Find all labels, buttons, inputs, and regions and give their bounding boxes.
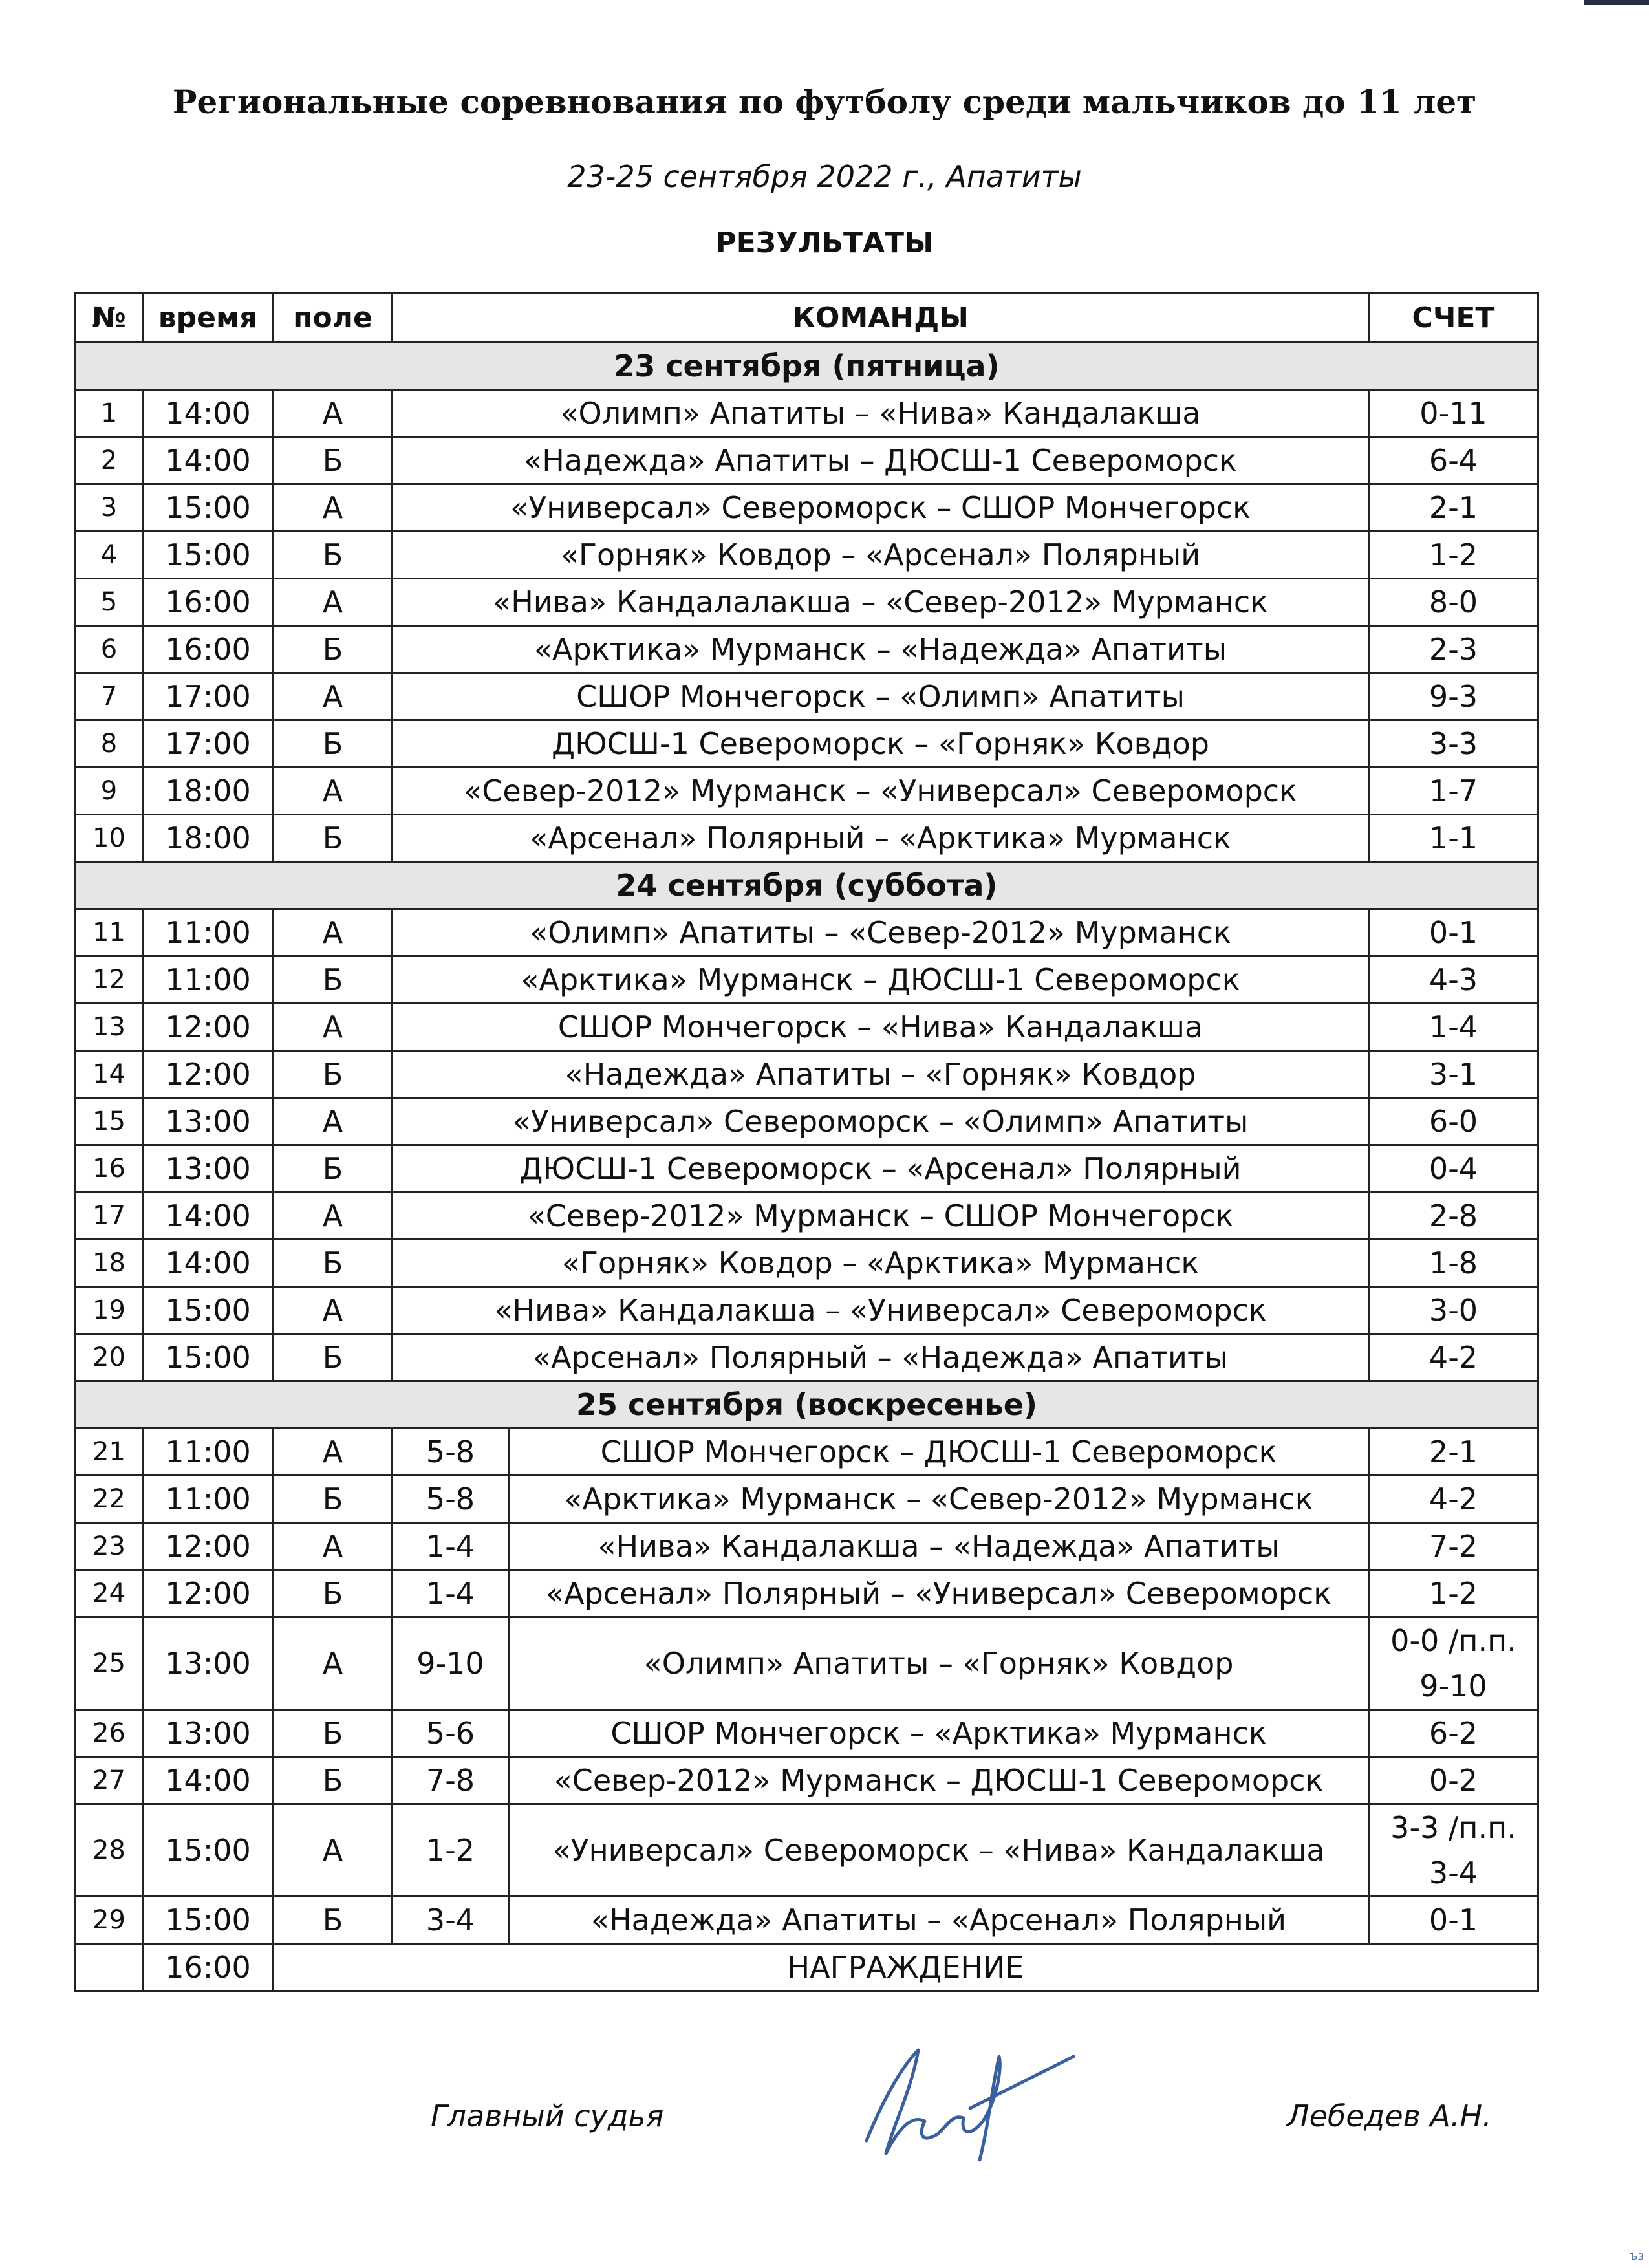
signature-image (841, 2031, 1086, 2173)
match-field: А (274, 1523, 393, 1570)
day-header-row (76, 343, 1538, 390)
match-field: Б (274, 815, 393, 862)
match-teams: СШОР Мончегорск – «Нива» Кандалакша (393, 1004, 1369, 1051)
match-field: Б (274, 626, 393, 673)
match-teams: «Универсал» Североморск – «Нива» Кандалакша (509, 1804, 1369, 1897)
match-field: А (274, 1804, 393, 1897)
match-row (76, 1476, 1538, 1523)
ceremony-row (76, 1944, 1538, 1991)
col-header-score: СЧЕТ (1369, 294, 1538, 343)
match-row (76, 1240, 1538, 1287)
match-score: 1-2 (1369, 532, 1538, 579)
match-score: 6-0 (1369, 1098, 1538, 1145)
match-teams: «Универсал» Североморск – «Олимп» Апатиты (393, 1098, 1369, 1145)
match-teams: «Арсенал» Полярный – «Надежда» Апатиты (393, 1334, 1369, 1381)
day-label: 25 сентября (воскресенье) (76, 1381, 1538, 1429)
match-number: 19 (76, 1287, 143, 1334)
match-number: 1 (76, 390, 143, 437)
scan-corner-mark (1584, 0, 1649, 5)
match-teams: «Надежда» Апатиты – «Арсенал» Полярный (509, 1897, 1369, 1944)
match-row (76, 1710, 1538, 1757)
match-time: 17:00 (143, 673, 274, 720)
match-score: 4-2 (1369, 1476, 1538, 1523)
match-row (76, 579, 1538, 626)
match-score (1369, 1617, 1538, 1710)
match-number: 10 (76, 815, 143, 862)
match-field: А (274, 768, 393, 815)
match-place: 5-6 (393, 1710, 509, 1757)
match-teams: «Олимп» Апатиты – «Горняк» Ковдор (509, 1617, 1369, 1710)
match-number: 5 (76, 579, 143, 626)
ceremony-time: 16:00 (143, 1944, 274, 1991)
match-number: 3 (76, 484, 143, 532)
match-number: 9 (76, 768, 143, 815)
match-number: 28 (76, 1804, 143, 1897)
match-field: Б (274, 1710, 393, 1757)
match-number: 20 (76, 1334, 143, 1381)
match-number: 29 (76, 1897, 143, 1944)
match-place: 1-4 (393, 1523, 509, 1570)
match-time: 13:00 (143, 1098, 274, 1145)
match-score-main: 3-3 /п.п. (1390, 1810, 1516, 1845)
match-field: А (274, 1193, 393, 1240)
match-field: А (274, 673, 393, 720)
match-score (1369, 1804, 1538, 1897)
match-teams: «Универсал» Североморск – СШОР Мончегорск (393, 484, 1369, 532)
match-time: 14:00 (143, 1240, 274, 1287)
results-body (76, 343, 1538, 1991)
match-number: 7 (76, 673, 143, 720)
match-place: 7-8 (393, 1757, 509, 1804)
match-field: А (274, 1004, 393, 1051)
match-field: Б (274, 1476, 393, 1523)
match-number: 13 (76, 1004, 143, 1051)
match-time: 13:00 (143, 1145, 274, 1193)
match-teams: «Нива» Кандалалакша – «Север-2012» Мурманск (393, 579, 1369, 626)
match-field: А (274, 484, 393, 532)
match-teams: «Надежда» Апатиты – «Горняк» Ковдор (393, 1051, 1369, 1098)
match-teams: «Арсенал» Полярный – «Арктика» Мурманск (393, 815, 1369, 862)
match-field: А (274, 1429, 393, 1476)
match-row (76, 956, 1538, 1004)
match-score: 9-3 (1369, 673, 1538, 720)
match-time: 17:00 (143, 720, 274, 768)
match-teams: «Горняк» Ковдор – «Арсенал» Полярный (393, 532, 1369, 579)
match-number: 16 (76, 1145, 143, 1193)
match-row (76, 768, 1538, 815)
match-time: 14:00 (143, 437, 274, 484)
match-time: 13:00 (143, 1617, 274, 1710)
day-header-row (76, 1381, 1538, 1429)
match-score: 2-3 (1369, 626, 1538, 673)
match-number: 6 (76, 626, 143, 673)
match-teams: «Олимп» Апатиты – «Нива» Кандалакша (393, 390, 1369, 437)
match-teams: «Север-2012» Мурманск – СШОР Мончегорск (393, 1193, 1369, 1240)
match-time: 14:00 (143, 390, 274, 437)
match-place: 3-4 (393, 1897, 509, 1944)
match-field: Б (274, 1897, 393, 1944)
match-time: 11:00 (143, 1429, 274, 1476)
match-time: 15:00 (143, 532, 274, 579)
col-header-field: поле (274, 294, 393, 343)
match-number: 4 (76, 532, 143, 579)
results-heading: РЕЗУЛЬТАТЫ (715, 226, 934, 259)
match-teams: «Надежда» Апатиты – ДЮСШ-1 Североморск (393, 437, 1369, 484)
match-teams: СШОР Мончегорск – ДЮСШ-1 Североморск (509, 1429, 1369, 1476)
match-teams: «Арсенал» Полярный – «Универсал» Североморск (509, 1570, 1369, 1617)
ceremony-label: НАГРАЖДЕНИЕ (274, 1944, 1538, 1991)
match-score: 1-1 (1369, 815, 1538, 862)
match-score: 0-11 (1369, 390, 1538, 437)
match-score-extra: 3-4 (1428, 1855, 1478, 1890)
match-field: Б (274, 1570, 393, 1617)
match-number: 12 (76, 956, 143, 1004)
match-row (76, 1570, 1538, 1617)
match-number: 11 (76, 909, 143, 956)
match-time: 15:00 (143, 484, 274, 532)
match-teams: «Нива» Кандалакша – «Универсал» Североморск (393, 1287, 1369, 1334)
match-number: 15 (76, 1098, 143, 1145)
match-time: 14:00 (143, 1193, 274, 1240)
match-time: 11:00 (143, 1476, 274, 1523)
chief-judge-name: Лебедев А.Н. (1287, 2099, 1492, 2133)
match-score: 3-0 (1369, 1287, 1538, 1334)
match-score: 3-1 (1369, 1051, 1538, 1098)
match-score: 3-3 (1369, 720, 1538, 768)
col-header-teams: КОМАНДЫ (393, 294, 1369, 343)
match-number: 25 (76, 1617, 143, 1710)
corner-stamp: ъз (1629, 2249, 1644, 2263)
document-subtitle: 23-25 сентября 2022 г., Апатиты (567, 159, 1082, 194)
match-place: 5-8 (393, 1429, 509, 1476)
match-score: 7-2 (1369, 1523, 1538, 1570)
match-row (76, 1051, 1538, 1098)
match-field: Б (274, 437, 393, 484)
match-score: 1-4 (1369, 1004, 1538, 1051)
match-score-main: 0-0 /п.п. (1390, 1623, 1516, 1658)
match-number: 26 (76, 1710, 143, 1757)
match-field: Б (274, 532, 393, 579)
results-table (74, 292, 1539, 1992)
match-field: Б (274, 1757, 393, 1804)
match-row (76, 532, 1538, 579)
match-row (76, 720, 1538, 768)
match-row (76, 1287, 1538, 1334)
match-number: 21 (76, 1429, 143, 1476)
match-score: 0-1 (1369, 1897, 1538, 1944)
match-field: Б (274, 1145, 393, 1193)
match-number: 22 (76, 1476, 143, 1523)
match-place: 5-8 (393, 1476, 509, 1523)
match-row (76, 626, 1538, 673)
match-score: 2-1 (1369, 484, 1538, 532)
match-number: 2 (76, 437, 143, 484)
match-number: 27 (76, 1757, 143, 1804)
match-time: 15:00 (143, 1334, 274, 1381)
ceremony-num-empty (76, 1944, 143, 1991)
chief-judge-label: Главный судья (431, 2099, 664, 2133)
match-teams: ДЮСШ-1 Североморск – «Арсенал» Полярный (393, 1145, 1369, 1193)
match-time: 12:00 (143, 1523, 274, 1570)
match-teams: СШОР Мончегорск – «Олимп» Апатиты (393, 673, 1369, 720)
match-score: 1-7 (1369, 768, 1538, 815)
col-header-time: время (143, 294, 274, 343)
match-row (76, 909, 1538, 956)
match-score: 4-3 (1369, 956, 1538, 1004)
match-field: Б (274, 720, 393, 768)
document-title: Региональные соревнования по футболу среди мальчиков до 11 лет (172, 83, 1477, 121)
match-teams: СШОР Мончегорск – «Арктика» Мурманск (509, 1710, 1369, 1757)
match-score: 1-2 (1369, 1570, 1538, 1617)
match-field: Б (274, 1051, 393, 1098)
match-score: 4-2 (1369, 1334, 1538, 1381)
match-score: 2-1 (1369, 1429, 1538, 1476)
match-teams: «Север-2012» Мурманск – ДЮСШ-1 Североморск (509, 1757, 1369, 1804)
match-score-extra: 9-10 (1419, 1669, 1487, 1703)
match-number: 14 (76, 1051, 143, 1098)
match-field: Б (274, 956, 393, 1004)
day-label: 23 сентября (пятница) (76, 343, 1538, 390)
match-place: 9-10 (393, 1617, 509, 1710)
match-row (76, 1098, 1538, 1145)
match-time: 13:00 (143, 1710, 274, 1757)
match-row (76, 1617, 1538, 1710)
match-row (76, 1004, 1538, 1051)
match-number: 23 (76, 1523, 143, 1570)
col-header-num: № (76, 294, 143, 343)
match-place: 1-2 (393, 1804, 509, 1897)
match-row (76, 1897, 1538, 1944)
match-number: 18 (76, 1240, 143, 1287)
match-score: 1-8 (1369, 1240, 1538, 1287)
match-score: 6-4 (1369, 437, 1538, 484)
match-teams: «Нива» Кандалакша – «Надежда» Апатиты (509, 1523, 1369, 1570)
header-row (76, 294, 1538, 343)
match-score: 2-8 (1369, 1193, 1538, 1240)
match-row (76, 1523, 1538, 1570)
match-score: 0-4 (1369, 1145, 1538, 1193)
match-number: 24 (76, 1570, 143, 1617)
match-teams: ДЮСШ-1 Североморск – «Горняк» Ковдор (393, 720, 1369, 768)
match-time: 15:00 (143, 1897, 274, 1944)
match-teams: «Арктика» Мурманск – «Север-2012» Мурманск (509, 1476, 1369, 1523)
match-field: А (274, 1287, 393, 1334)
match-teams: «Олимп» Апатиты – «Север-2012» Мурманск (393, 909, 1369, 956)
match-row (76, 484, 1538, 532)
match-time: 11:00 (143, 909, 274, 956)
match-field: А (274, 1098, 393, 1145)
match-row (76, 1193, 1538, 1240)
match-field: А (274, 579, 393, 626)
match-score: 0-2 (1369, 1757, 1538, 1804)
match-row (76, 1429, 1538, 1476)
match-field: Б (274, 1240, 393, 1287)
match-time: 16:00 (143, 626, 274, 673)
match-row (76, 1757, 1538, 1804)
match-row (76, 1145, 1538, 1193)
match-teams: «Арктика» Мурманск – ДЮСШ-1 Североморск (393, 956, 1369, 1004)
match-teams: «Горняк» Ковдор – «Арктика» Мурманск (393, 1240, 1369, 1287)
match-field: А (274, 909, 393, 956)
match-score: 8-0 (1369, 579, 1538, 626)
match-time: 18:00 (143, 815, 274, 862)
match-time: 15:00 (143, 1287, 274, 1334)
day-header-row (76, 862, 1538, 909)
match-number: 17 (76, 1193, 143, 1240)
match-time: 14:00 (143, 1757, 274, 1804)
match-field: Б (274, 1334, 393, 1381)
match-row (76, 390, 1538, 437)
match-row (76, 815, 1538, 862)
match-time: 11:00 (143, 956, 274, 1004)
day-label: 24 сентября (суббота) (76, 862, 1538, 909)
match-teams: «Арктика» Мурманск – «Надежда» Апатиты (393, 626, 1369, 673)
match-time: 18:00 (143, 768, 274, 815)
match-row (76, 1334, 1538, 1381)
match-field: А (274, 390, 393, 437)
match-number: 8 (76, 720, 143, 768)
match-time: 12:00 (143, 1051, 274, 1098)
match-row (76, 673, 1538, 720)
match-field: А (274, 1617, 393, 1710)
match-row (76, 437, 1538, 484)
match-teams: «Север-2012» Мурманск – «Универсал» Североморск (393, 768, 1369, 815)
match-place: 1-4 (393, 1570, 509, 1617)
match-time: 16:00 (143, 579, 274, 626)
match-time: 12:00 (143, 1004, 274, 1051)
match-time: 15:00 (143, 1804, 274, 1897)
match-score: 6-2 (1369, 1710, 1538, 1757)
match-row (76, 1804, 1538, 1897)
match-score: 0-1 (1369, 909, 1538, 956)
match-time: 12:00 (143, 1570, 274, 1617)
